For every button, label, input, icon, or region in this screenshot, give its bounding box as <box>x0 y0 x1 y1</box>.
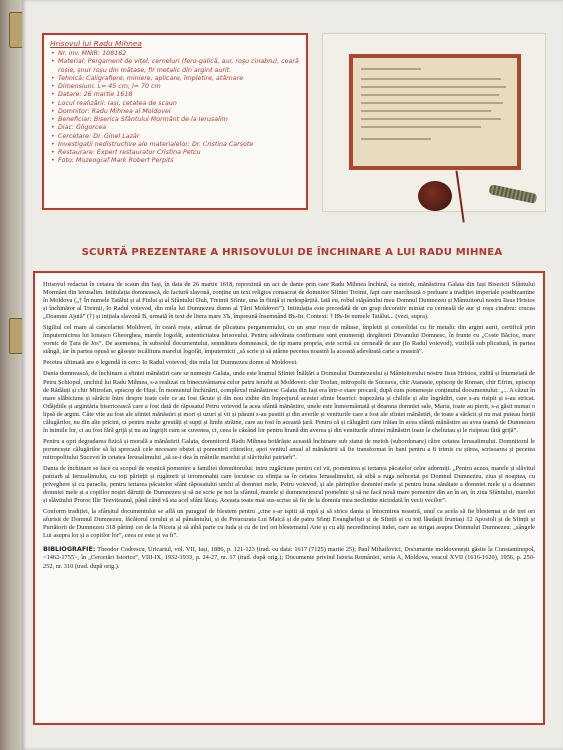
bibliography <box>43 546 535 570</box>
presentation-text-box <box>33 271 545 725</box>
hinge-middle <box>9 318 23 354</box>
detail-ruler: • Domnitor: Radu Mihnea al Moldovei <box>58 108 300 116</box>
detail-technique: • Tehnică: Caligrafiere, miniere, aplicare, împletire, atârnare <box>58 75 300 83</box>
detail-material: • Material: Pergament de vițel, cerneluri (fero-galică, aur, roșu cinabru), ceară roșie, șnur roșu din mătase, fir metalic din argint aurit. <box>58 58 300 75</box>
artifact-info-box <box>42 33 308 210</box>
detail-date: • Datare: 26 martie 1618 <box>58 91 300 99</box>
paragraph-metoh: Pentru a opri degradarea fizică și morală a mănăstirii Galata, domnitorul Radu Mihnea hotărăște această închinare sub statut de metoh (subordonare) către cetatea Ierusalimului. Domnitorul le poruncește călugărilor să își sprecază cele necesare obștei și pomenirii ctitorilor, apoi venitul anual al mănăstirii să fie transformat în bani pentru a fi trimis cu știrea, scrisoarea și pecetea mitropolitului Sucevei în cetatea Ierusalimului „să se-i dea în mâinile marelui și slăvitului patriarh”. <box>43 437 535 461</box>
paragraph-intro: Hrisovul redactat în cetatea de scaun din Iași, în data de 26 martie 1618, reprezintă un act de danie prin care Radu Mihnea închină, ca metoh, mănăstirea Galata din Iași Bisericii Sfântului Mormânt din Ierusalim. Intitulația domnească, de factură slavonă, conține un text religios consacrat de domnitor Sfintei Treimi, fapt care marchează o preluare a tradiției imperiale postbizantine în Moldova („† În numele Tatălui și al Fiului și al Sfântului Duh, Treimii Sfinte, una în ființă și nedespărțită. Iată eu, robul stăpânului meu Domnul Dumnezeu și Mântuitorul nostru Iisus Hristos și închinător al Treimii, Io Radul voievod, din mila lui Dumnezeu domn al Țării Moldovei”). Intitulația este precedată de un grup decorativ miniat cu cerneală de aur și roșu cinabru: crucea „Doamne Ajută” (†) și inițiala slavonă В, urmată în text de litera mare ЗЪ, împreună însemnând В҃ъ-Ін. Context: † В҃ъ-Ін numele Tatălui... (vezi, supra). <box>43 281 535 321</box>
detail-beneficiary: • Beneficiar: Biserica Sfântului Mormânt de la Ierusalim <box>58 116 300 124</box>
bibliography-text: Theodor Codrescu, Uricariul, vol. VII, Iași, 1886, p. 121-123 (trad. cu data: 1617 (7125) martie 25); Paul Mihailovici, Documente moldovenești găsite la Constantinopol, <1462-1755>, în „Cercetări Istorice”, VIII-IX, 1932-1933, p. 24-27, nr. 17 (trad. după orig.); Documente privind Istoria României, seria A, Moldova, veacul XVII (1616-1620), 1956, p. 250-252, nr. 310 (trad. după orig.). <box>43 546 535 570</box>
bibliography-label: BIBLIOGRAFIE: <box>43 546 96 554</box>
artifact-details-list <box>50 50 300 166</box>
detail-research: • Cercetare: Dr. Ginel Lazăr <box>58 133 300 141</box>
paragraph-commemoration: Dania de închinare se face cu scopul de veșnică pomenire a familiei domnitorului: intru rugăciune pentru cei vii, pomenirea și iertarea păcatelor celor adormiți. „Pentru aceea, marele și slăvitul patriarh al Ierusalimului, cu toți părinții și rugătorii și ieromonahii care locuiesc cu sfinția sa în cetatea Ierusalimului, să aibă a ruga neîncetat pe Domnul Dumnezeu, ziua și noaptea, cu priveghere și cu paraclis, pentru iertarea păcatelor sfânt răposatului unchi al domniei mele, Petru voievod, și ale părinților domniei mele și pentru buna sănătate a domniei mele și a doamnei domniei mele și a copiilor noștri dăruiți de Dumnezeu și să ne scrie pe noi la sfântul, marele și dumnezeiescul pomelnic și să ne facă nouă mare pomenire din an în an, în ziua Sfântului, marelui și slăvitului Proroc Ilie Tezviteanul, până când vă sta acel sfânt lăcaș. Aceasta toate mai sus-scrise să fie de la domnia mea neclintite niciodată în vecii vecilor”. <box>43 464 535 505</box>
detail-dimensions: • Dimensiuni: L= 45 cm; l= 70 cm <box>58 83 300 91</box>
detail-inventory: • Nr. inv. MNIR: 108162 <box>58 50 300 58</box>
detail-scribe: • Diac: Gligorcea <box>58 124 300 132</box>
detail-investigations: • Investigații nedistructive ale materialelor: Dr. Cristina Carșote <box>58 141 300 149</box>
section-title: SCURTĂ PREZENTARE A HRISOVULUI DE ÎNCHINARE A LUI RADU MIHNEA <box>81 247 503 258</box>
paragraph-curse: Conform tradiției, la sfârșitul documentului se află un paragraf de blestem pentru „cine s-ar ispiti să rupă și să strice dania și întocmirea noastră, unul ca acela să fie blestemat și de trei ori afurisit de Domnul Dumnezeu, făcătorul cerului și al pământului, și de Preacurata Lui Maică și de patru Sfinți Evangheliști și de Sfinții și cu toți lăudații fruntași 12 Apostoli și de Sfinții și Purtătorii de Dumnezeu 318 părinți cei de la Niceia și să aibă parte cu Iuda și cu de trei ori blestematul Arie și cu alți necredincioși iudei, care au strigat asupra Domnului Dumnezeu: „sângele Lui asupra lor și a copiilor lor”, ceea ce este și va fi”. <box>43 508 535 540</box>
artifact-title: Hrisovul lui Radu Mihnea <box>50 39 142 48</box>
paragraph-seal: Sigiliul cel mare al cancelariei Moldovei, în ceară roșie, atârnat de plicatura pergamentului, cu un șnur roșu de mătase, împletit și consolidat cu fir metalic din argint aurit, certifică prin împuternicirea lui Ionașco Gheorghea, marele logofăt, autenticitatea hrisovului. Pentru adevărata confirmare sunt enumerați dregătorii Divanului Domnesc, în frunte cu „Coste Băcioc, mare vornic de Țara de Jos”. De asemenea, în subsolul documentului, semnătura domnească, de tip manu propria, este scrisă cu cerneală de aur (Io Radul voievod), vizibilă sub plicatură, în partea stângă, iar în partea opusă se găsește iscălitura marelui logofăt, împuternicit „să scrie și să atârne pecetea noastră la această adevărată carte a noastră”. <box>43 324 535 356</box>
paragraph-donation: Dania domnească, de închinare a sfintei mănăstiri care se numește Galata, unde este hramul Sfintei Înălțări a Domnului Dumnezeului și Mântuitorului nostru Iisus Hristos, zidită și întemeiată de Petru Șchiopul, unchiul lui Radu Mihnea, s-a realizat cu binecuvântarea celor patru ierarhi ai Moldovei: chir Teofan, mitropolit de Suceava, chir Atanasie, episcop de Roman, chir Efrim, episcop de Rădăuți și chir Mitrofan, episcop de Huși. În momentul închinării, complexul mănăstiresc Galata din Iași era într-o stare precară, după cum pomenește conținutul documentului: „... A căzut în mare slăbiciune și sărăcie între despre toate cele ce au fost făcute și din nou zidite din împrejurul acestei sfinte biserici: trapezăria și chiliile și alte îngrădiri, care s-au risipit și s-au stricat. Odăjdiile și argintăria bisericească care a fost dată de răposatul Petru voievod la acea sfântă mănăstire, unele este înmormântată și deamna domniei sale, Maria, toate au pierit, s-a găsit numai o lipsă de argint. Câte vite au fost ale sfintei mănăstiri și mori și uzuri și vii și păsuni s-au pustiit și din averile și veniturile care a fost ale sfintei mănăstiri, de toate a sărăcit și nu mai puteau bieții călugărilor, nu din alte pricini, ci pentru multe greutăți și supți și limbi străine, care au fost în această țară. Pentru că și călugării care trăiau în acea sfântă mănăstire au avea teamă de Dumnezeu în inimile lor, ci au fost fără grijă și nu au îngrijit cum se cuvenea, ci, ceea le căzând lor pentru hrană din averea și din veniturile sfintei mănăstiri toate le cheltuiau și le risipeau fără grijă”. <box>43 370 535 434</box>
detail-restoration: • Restaurare: Expert restaurator Cristina Petcu <box>58 149 300 157</box>
detail-photo: • Foto: Muzeograf Mark Robert Perpits <box>58 157 300 165</box>
paragraph-legend: Pecetea ultimată are o legendă în cerc: Io Radul voievod, din mila lui Dumnezeu domn al Moldovei. <box>43 359 298 367</box>
wax-seal-icon <box>418 181 452 211</box>
hinge-top <box>9 12 23 48</box>
charter-photo <box>322 33 546 212</box>
braided-tassel <box>488 184 537 204</box>
detail-place: • Locul realizării: Iași, cetatea de scaun <box>58 100 300 108</box>
parchment-document <box>349 54 521 170</box>
